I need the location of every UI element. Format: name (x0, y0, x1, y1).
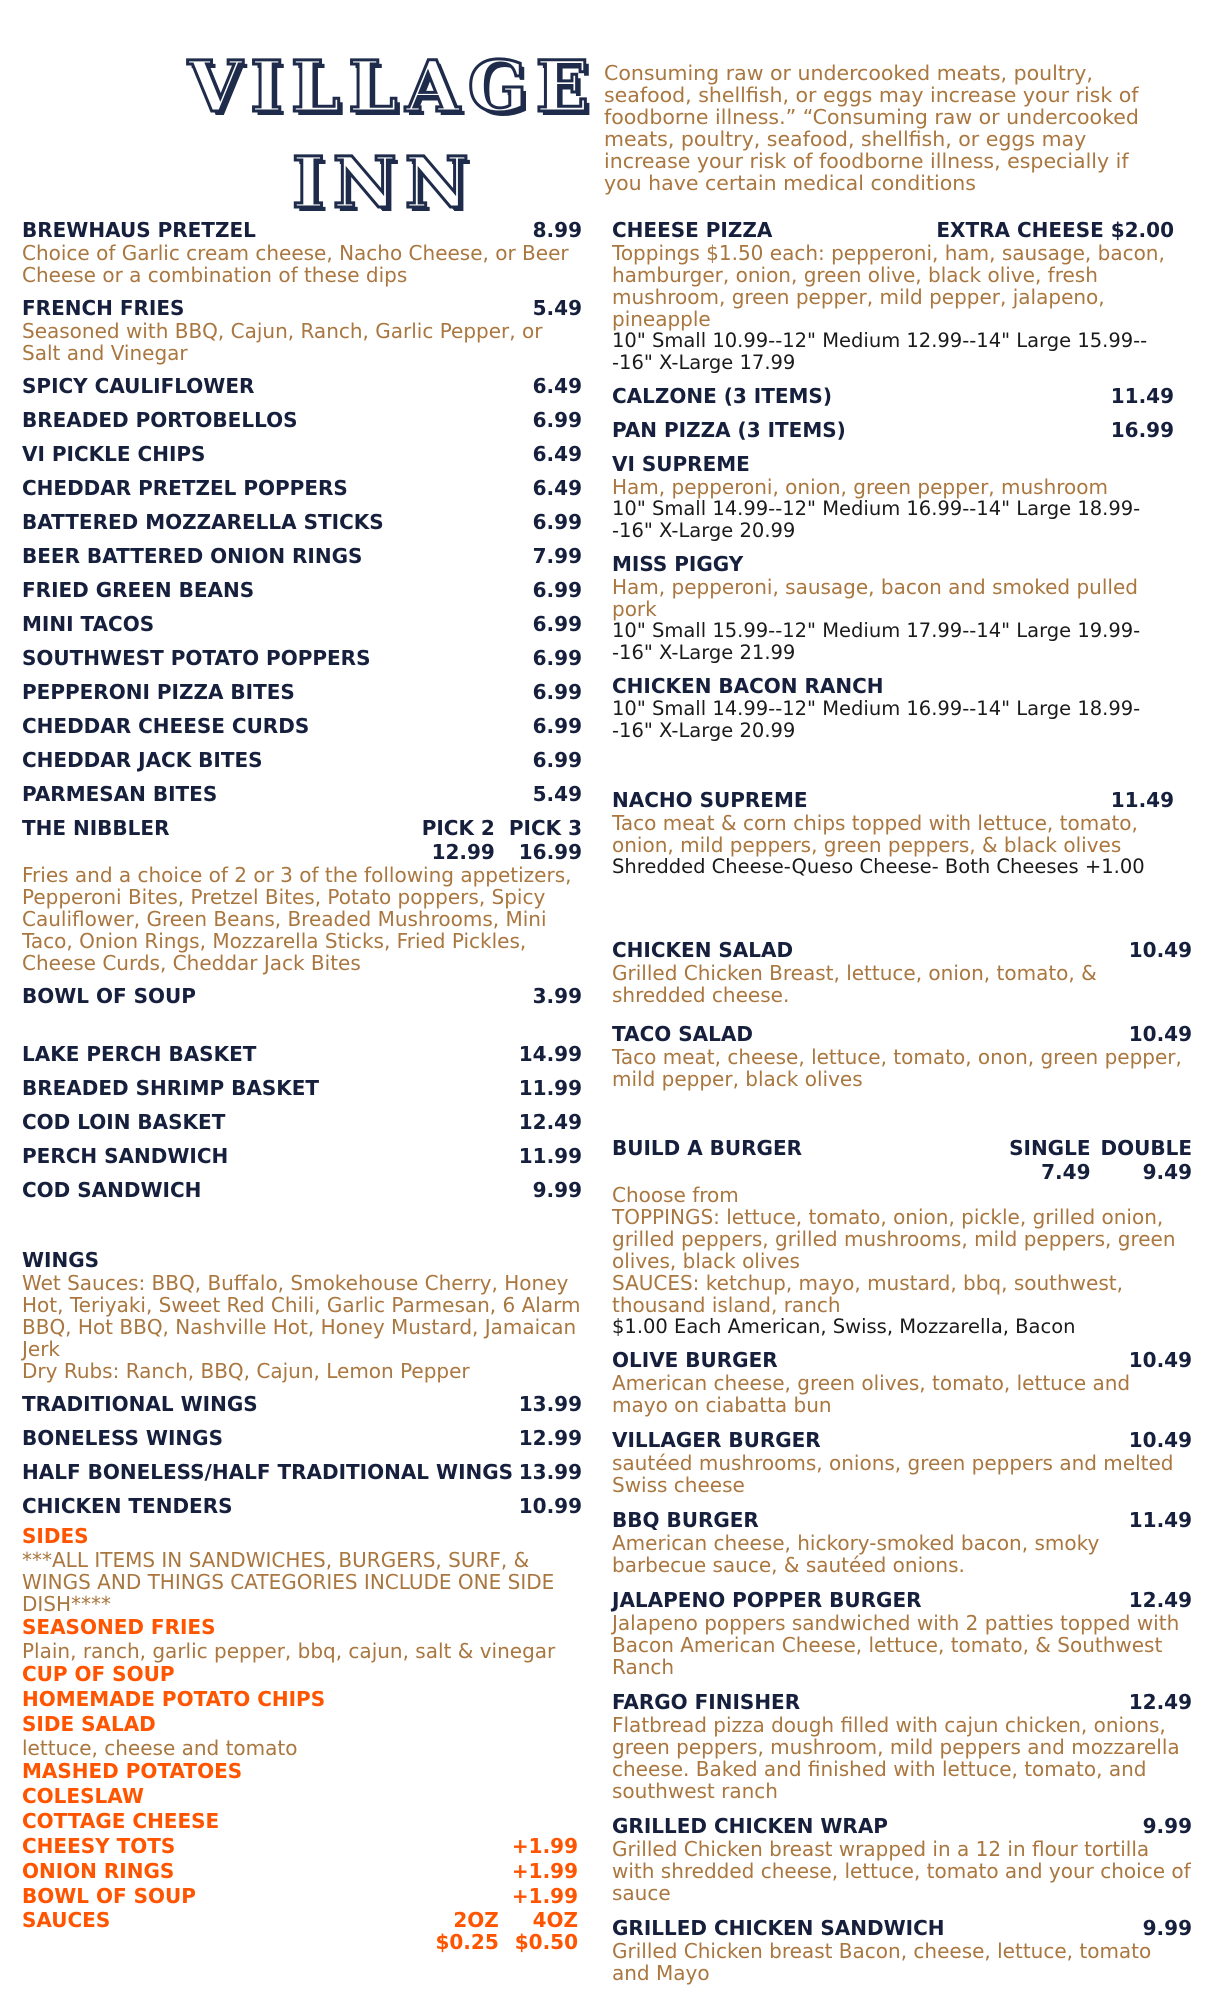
menu-item: VI SUPREME (612, 452, 750, 476)
menu-item: PEPPERONI PIZZA BITES 6.99 (22, 680, 582, 704)
item-desc: Taco meat & corn chips topped with lettuce, tomato, onion, mild peppers, green peppers, & black olives (612, 811, 1138, 857)
side-item: CHEESY TOTS +1.99 (22, 1834, 578, 1858)
title-inn: INN (292, 141, 477, 224)
right-column (612, 218, 1192, 1984)
item-sizes: 10" Small 10.99--12" Medium 12.99--14" Large 15.99---16" X-Large 17.99 (612, 329, 1148, 374)
menu-item: CHICKEN TENDERS 10.99 (22, 1494, 582, 1518)
menu-item: JALAPENO POPPER BURGER 12.49 Jalapeno poppers sandwiched with 2 patties topped with Bacon American Cheese, lettuce, tomato, & Southwest Ranch (612, 1588, 1192, 1679)
item-desc: Choice of Garlic cream cheese, Nacho Cheese, or Beer Cheese or a combination of these dips (22, 241, 569, 287)
side-item: COTTAGE CHEESE (22, 1809, 220, 1833)
menu-item: BONELESS WINGS 12.99 (22, 1426, 582, 1450)
menu-item: FRIED GREEN BEANS 6.99 (22, 578, 582, 602)
wings-section (22, 1248, 582, 1518)
menu-item: CALZONE (3 ITEMS) 11.49 (612, 384, 1174, 408)
item-desc: Ham, pepperoni, onion, green pepper, mushroom (612, 475, 1108, 499)
item-price: EXTRA CHEESE $2.00 (936, 218, 1174, 242)
item-sizes: 10" Small 14.99--12" Medium 16.99--14" Large 18.99--16" X-Large 20.99 (612, 697, 1141, 742)
menu-item: CHEDDAR PRETZEL POPPERS 6.49 (22, 476, 582, 500)
seafood-section (22, 1042, 582, 1202)
menu-item: LAKE PERCH BASKET 14.99 (22, 1042, 582, 1066)
item-desc: Seasoned with BBQ, Cajun, Ranch, Garlic Pepper, or Salt and Vinegar (22, 319, 543, 365)
menu-item: BOWL OF SOUP 3.99 (22, 984, 582, 1008)
menu-item: SPICY CAULIFLOWER 6.49 (22, 374, 582, 398)
health-warning: Consuming raw or undercooked meats, poultry, seafood, shellfish, or eggs may increase your risk of foodborne illness.” “Consuming raw or undercooked meats, poultry, seafood, shellfish, or eggs may increase your risk of foodborne illness, especially if you have certain medical conditions (604, 61, 1139, 195)
item-name: FRENCH FRIES (22, 296, 185, 320)
menu-item: VILLAGER BURGER 10.49 sautéed mushrooms, onions, green peppers and melted Swiss cheese (612, 1428, 1192, 1497)
side-item: BOWL OF SOUP +1.99 (22, 1884, 578, 1908)
menu-item: CHEDDAR JACK BITES 6.99 (22, 748, 582, 772)
sauces-item: SAUCES 2OZ $0.25 4OZ $0.50 (22, 1908, 578, 1954)
side-item: CUP OF SOUP (22, 1662, 175, 1686)
menu-item: OLIVE BURGER 10.49 American cheese, green olives, tomato, lettuce and mayo on ciabatta bun (612, 1348, 1192, 1417)
menu-item: BBQ BURGER 11.49 American cheese, hickory-smoked bacon, smoky barbecue sauce, & sautéed onions. (612, 1508, 1192, 1577)
sides-title: SIDES (22, 1524, 89, 1548)
burger-toppings: TOPPINGS: lettuce, tomato, onion, pickle, grilled onion, grilled peppers, grilled mushrooms, mild peppers, green olives, black olives (612, 1205, 1176, 1273)
menu-item: GRILLED CHICKEN WRAP 9.99 Grilled Chicken breast wrapped in a 12 in flour tortilla with shredded cheese, lettuce, tomato and your choice of sauce (612, 1814, 1192, 1905)
menu-item (22, 296, 582, 364)
menu-item: HALF BONELESS/HALF TRADITIONAL WINGS 13.99 (22, 1460, 582, 1484)
burger-sauces: SAUCES: ketchup, mayo, mustard, bbq, southwest, thousand island, ranch (612, 1271, 1123, 1317)
menu-item: PARMESAN BITES 5.49 (22, 782, 582, 806)
salads-section (612, 938, 1192, 1090)
burger-cheese: $1.00 Each American, Swiss, Mozzarella, Bacon (612, 1315, 1076, 1338)
item-name: BUILD A BURGER (612, 1136, 803, 1160)
item-name: THE NIBBLER (22, 816, 170, 840)
menu-item: CHICKEN SALAD 10.49 (612, 938, 1192, 962)
nacho-item: NACHO SUPREME 11.49 Taco meat & corn chips topped with lettuce, tomato, onion, mild peppers, green peppers, & black olives Shredded Cheese-Queso Cheese- Both Cheeses +1.00 (612, 788, 1174, 878)
build-burger: BUILD A BURGER SINGLE 7.49 DOUBLE 9.49 Choose from TOPPINGS: lettuce, tomato, onion, pickle, grilled onion, grilled peppers, grilled mushrooms, mild peppers, green olives, black olives SAUCES: ketchup, mayo, mustard, bbq, southwest, thousand island, ranch $1.00 Each American, Swiss, Mozzarella, Bacon (612, 1136, 1192, 1338)
menu-item (22, 218, 582, 286)
menu-item: MINI TACOS 6.99 (22, 612, 582, 636)
side-item: ONION RINGS +1.99 (22, 1859, 578, 1883)
menu-item: CHEDDAR CHEESE CURDS 6.99 (22, 714, 582, 738)
item-desc: Grilled Chicken Breast, lettuce, onion, tomato, & shredded cheese. (612, 961, 1097, 1007)
menu-item: PERCH SANDWICH 11.99 (22, 1144, 582, 1168)
side-item: COLESLAW (22, 1784, 144, 1808)
item-desc: Toppings $1.50 each: pepperoni, ham, sausage, bacon, hamburger, onion, green olive, black olive, fresh mushroom, green pepper, mild pepper, jalapeno, pineapple (612, 241, 1165, 331)
wings-dry: Dry Rubs: Ranch, BBQ, Cajun, Lemon Pepper (22, 1359, 470, 1383)
menu-item: BREADED SHRIMP BASKET 11.99 (22, 1076, 582, 1100)
menu-item: GRILLED CHICKEN SANDWICH 9.99 Grilled Chicken breast Bacon, cheese, lettuce, tomato and Mayo (612, 1916, 1192, 1985)
item-price: 5.49 (532, 296, 582, 320)
nibbler-item: THE NIBBLER PICK 2 12.99 PICK 3 16.99 Fries and a choice of 2 or 3 of the following appetizers, Pepperoni Bites, Pretzel Bites, Potato poppers, Spicy Cauliflower, Green Beans, Breaded Mushrooms, Mini Taco, Onion Rings, Mozzarella Sticks, Fried Pickles, Cheese Curds, Cheddar Jack Bites (22, 816, 582, 975)
menu-item: MISS PIGGY (612, 552, 744, 576)
item-desc: Fries and a choice of 2 or 3 of the following appetizers, Pepperoni Bites, Pretzel Bites, Potato poppers, Spicy Cauliflower, Green Beans, Breaded Mushrooms, Mini Taco, Onion Rings, Mozzarella Sticks, Fried Pickles, Cheese Curds, Cheddar Jack Bites (22, 863, 572, 975)
sides-section (22, 1524, 582, 1953)
menu-item: VI PICKLE CHIPS 6.49 (22, 442, 582, 466)
item-sizes: 10" Small 14.99--12" Medium 16.99--14" Large 18.99--16" X-Large 20.99 (612, 497, 1141, 542)
left-column (22, 218, 582, 1953)
menu-item: PAN PIZZA (3 ITEMS) 16.99 (612, 418, 1174, 442)
side-item: HOMEMADE POTATO CHIPS (22, 1687, 326, 1711)
side-item: MASHED POTATOES (22, 1759, 243, 1783)
menu-item: TRADITIONAL WINGS 13.99 (22, 1392, 582, 1416)
item-note: Shredded Cheese-Queso Cheese- Both Cheeses +1.00 (612, 855, 1145, 878)
side-desc: lettuce, cheese and tomato (22, 1736, 298, 1760)
menu-item: SOUTHWEST POTATO POPPERS 6.99 (22, 646, 582, 670)
item-price: 8.99 (532, 218, 582, 242)
item-name: BREWHAUS PRETZEL (22, 218, 256, 242)
side-desc: Plain, ranch, garlic pepper, bbq, cajun, salt & vinegar (22, 1639, 556, 1663)
sides-note: ***ALL ITEMS IN SANDWICHES, BURGERS, SURF, & WINGS AND THINGS CATEGORIES INCLUDE ONE SIDE DISH**** (22, 1548, 555, 1616)
item-desc: Ham, pepperoni, sausage, bacon and smoked pulled pork (612, 575, 1138, 621)
menu-item: FARGO FINISHER 12.49 Flatbread pizza dough filled with cajun chicken, onions, green peppers, mushroom, mild peppers and mozzarella cheese. Baked and finished with lettuce, tomato, and southwest ranch (612, 1690, 1192, 1803)
menu-item: BATTERED MOZZARELLA STICKS 6.99 (22, 510, 582, 534)
item-desc: Taco meat, cheese, lettuce, tomato, onon, green pepper, mild pepper, black olives (612, 1045, 1182, 1091)
side-item: SIDE SALAD (22, 1712, 156, 1736)
wings-wet: Wet Sauces: BBQ, Buffalo, Smokehouse Cherry, Honey Hot, Teriyaki, Sweet Red Chili, Garlic Parmesan, 6 Alarm BBQ, Hot BBQ, Nashville Hot, Honey Mustard, Jamaican Jerk (22, 1271, 581, 1361)
menu-item: CHICKEN BACON RANCH (612, 674, 884, 698)
item-name: CHEESE PIZZA (612, 218, 773, 242)
menu-item: TACO SALAD 10.49 (612, 1022, 1192, 1046)
title-village: VILLAGE (188, 45, 597, 128)
sandwiches-section (612, 1348, 1192, 1984)
menu-item: BEER BATTERED ONION RINGS 7.99 (22, 544, 582, 568)
menu-item: COD LOIN BASKET 12.49 (22, 1110, 582, 1134)
item-sizes: 10" Small 15.99--12" Medium 17.99--14" Large 19.99--16" X-Large 21.99 (612, 619, 1141, 664)
menu-item: COD SANDWICH 9.99 (22, 1178, 582, 1202)
side-item: SEASONED FRIES (22, 1615, 216, 1639)
menu-item: BREADED PORTOBELLOS 6.99 (22, 408, 582, 432)
burger-choose: Choose from (612, 1183, 739, 1207)
wings-title: WINGS (22, 1248, 100, 1272)
pizza-section (612, 218, 1192, 742)
